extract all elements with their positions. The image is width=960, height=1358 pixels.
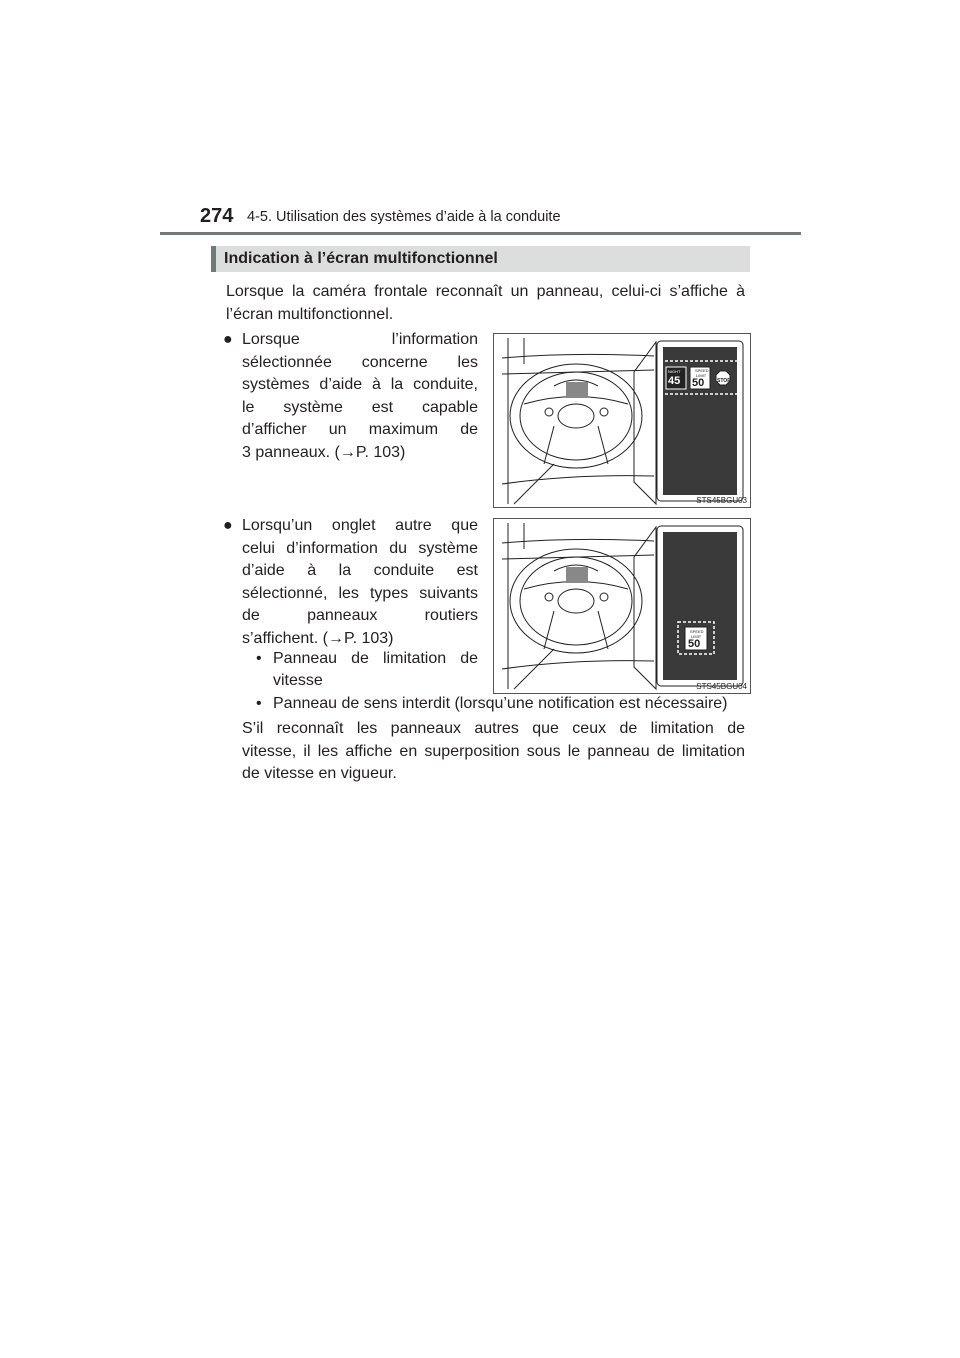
closing-line: de vitesse en vigueur.	[242, 765, 397, 782]
sub-item-text	[273, 648, 478, 692]
speed-sign-label: SPEED	[690, 629, 704, 634]
intro-line: Lorsque la caméra frontale reconnaît un panneau, celui-ci s’affiche à	[226, 283, 745, 300]
sub-item-line: vitesse	[273, 672, 323, 689]
speed-sign-label: LIMIT	[696, 373, 707, 378]
sub-bullet-icon: •	[256, 695, 262, 712]
dashboard-illustration-1	[493, 333, 751, 508]
section-heading-marker	[211, 246, 216, 272]
intro-line: l’écran multifonctionnel.	[226, 305, 394, 323]
bullet-line: d’afficher un maximum de	[242, 421, 478, 438]
page-number: 274	[200, 205, 234, 227]
section-title: Indication à l’écran multifonctionnel	[224, 250, 498, 267]
chapter-title: 4-5. Utilisation des systèmes d’aide à la conduite	[247, 209, 561, 225]
bullet-line: s’affichent. (→P. 103)	[242, 629, 394, 647]
bullet-line: d’aide à la conduite est	[242, 562, 478, 579]
speed-sign-label: SPEED	[695, 368, 709, 373]
bullet-line: sélectionnée concerne les	[242, 353, 478, 371]
bullet-icon: ●	[223, 517, 233, 534]
bullet-line: sélectionné, les types suivants	[242, 584, 478, 602]
bullet-line: Lorsqu’un onglet autre que	[242, 517, 478, 534]
night-sign-value: 45	[668, 375, 681, 387]
bullet-line: systèmes d’aide à la conduite,	[242, 376, 478, 393]
section-heading	[211, 246, 750, 272]
night-sign-label: NIGHT	[668, 369, 681, 374]
figure-code: STS45BGU04	[696, 682, 747, 691]
speed-sign-value: 50	[688, 638, 701, 650]
closing-line: S’il reconnaît les panneaux autres que ceux de limitation de	[242, 720, 745, 737]
speed-sign-label: LIMIT	[691, 634, 702, 639]
dashboard-drawing	[494, 334, 750, 507]
figure-code: STS45BGU03	[696, 496, 747, 505]
dashboard-illustration-2	[493, 518, 751, 694]
sub-item-line: Panneau de sens interdit (lorsqu’une notification est nécessaire)	[273, 695, 728, 712]
sub-item-line: Panneau de limitation de	[273, 650, 478, 667]
bullet-line: Lorsque l’information	[242, 331, 478, 348]
closing-paragraph	[242, 718, 745, 786]
speed-sign-value: 50	[692, 377, 705, 389]
bullet-line: le système est capable	[242, 398, 478, 416]
sub-bullet-icon: •	[256, 650, 262, 667]
bullet-line: celui d’information du système	[242, 539, 478, 557]
closing-line: vitesse, il les affiche en superposition sous le panneau de limitation	[242, 742, 745, 760]
header-rule	[160, 232, 801, 235]
bullet-line: 3 panneaux. (→P. 103)	[242, 443, 406, 461]
bullet-text	[242, 515, 478, 650]
bullet-text	[242, 329, 478, 464]
sub-item-text	[273, 693, 748, 715]
stop-sign-label: STOP	[717, 378, 731, 384]
bullet-icon: ●	[223, 331, 233, 348]
intro-paragraph	[226, 281, 745, 326]
dashboard-drawing	[494, 519, 750, 693]
bullet-line: de panneaux routiers	[242, 607, 478, 624]
